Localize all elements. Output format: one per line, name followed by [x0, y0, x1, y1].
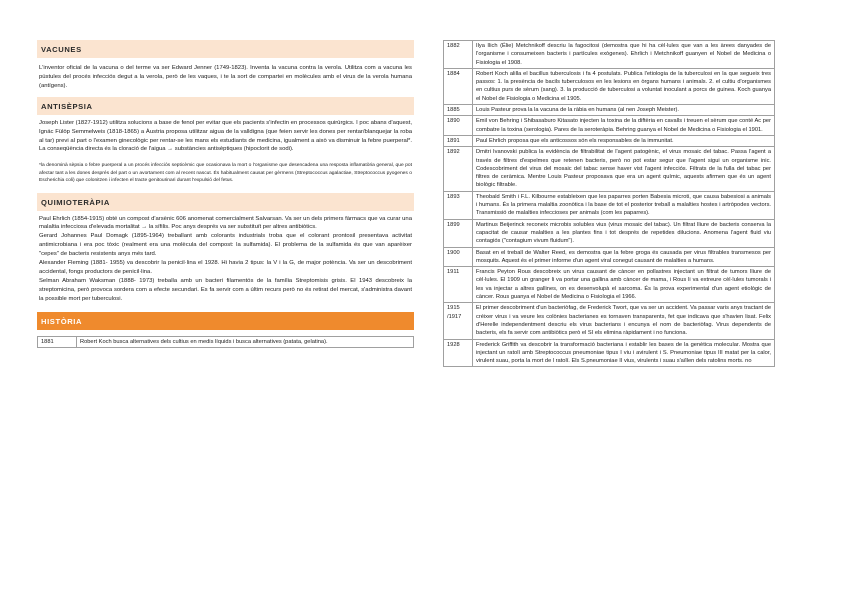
table-row	[38, 336, 414, 347]
event-cell: Francis Peyton Rous descobreix un virus causant de càncer en pollastres injectant un filtrat de tumors lliure de cèl·lules. El 1909 un granger li va portar una gallina amb càncer de mama, i Rous li va extreure cèl·lules tumorals i les va injectar a altres gallines, on es desenvolupà el sarcoma. És la prova experimental d'un agent etiològic de càncer. Rous guanya el Nobel de Medicina o Fisiologia el 1966.	[473, 267, 775, 303]
year-cell: 1891	[444, 135, 473, 146]
year-cell: 1882	[444, 41, 473, 69]
event-cell: Theobald Smith i F.L. Kilbourne estableixen que les paparres porten Babesia microti, que causa babesiosi a animals i humans. És la primera malaltia zoonòtica i la base de tot el posterior treball a malalties hostes i artròpodes vectors. Transmissió de malalties infeccioses per animals (com les paparres).	[473, 191, 775, 219]
table-row	[444, 68, 775, 104]
table-row	[444, 267, 775, 303]
year-cell: 1915 /1917	[444, 303, 473, 339]
section-header-quimioterapia: QUIMIOTERÀPIA	[37, 193, 414, 211]
timeline-table	[443, 40, 775, 367]
table-row	[444, 116, 775, 136]
event-cell: Louis Pasteur prova la la vacuna de la ràbia en humans (al nen Joseph Meister).	[473, 105, 775, 116]
year-cell: 1911	[444, 267, 473, 303]
event-cell: Emil von Behring i Shibasaburo Kitasato injecten la toxina de la diftèria en cavalls i treuen el sèrum que conté Ac per combatre la toxina (serologia). Pares de la seroteràpia. Behring guanya el Nobel de Medicina o Fisiologia el 1901.	[473, 116, 775, 136]
event-cell: Frederick Griffith va descobrir la transformació bacteriana i establir les bases de la genètica molecular. Mostra que injectant un ratolí amb Streptococcus pneumoniae tipus I viu i avirulent i S. Pneumoniae tipus III matat per la calor, virulent suau, porta la mort de l ratolí. Els S.pneumoniae II vius, virulents i suau s'aïllen dels ratolins morts. no	[473, 339, 775, 367]
year-cell: 1893	[444, 191, 473, 219]
table-row	[444, 147, 775, 191]
event-cell: El primer descobriment d'un bacteriòfag, de Frederick Twort, que va ser un accident. Va passar varis anys tractant de créixer virus i va veure les colònies bacterianes es tornaven transparents, fet que indicava que s'havien lisat. Felix d'Herelle independentment descriu els virus bacterians i encunya el nom de bacteriòfag. Virus dependents de bacteris, els fa servir com antibiòtics però el SI els elimina ràpidament i no funciona.	[473, 303, 775, 339]
quimio-paragraph: Paul Ehrlich (1854-1915) obté un compost d'arsènic 606 anomenat comercialment Salvarsan. Va ser un dels primers fàrmacs que va curar una malaltia infecciosa d'elevada mortalitat → la sífilis. Poc anys després va ser substituït per altres antibiòtics.	[39, 215, 412, 231]
table-row	[444, 105, 775, 116]
vacunes-text: L'inventor oficial de la vacuna o del terme va ser Edward Jenner (1749-1823). Inventa la vacuna contra la verola. Utilitza com a vacuna les pústules del procés infecciós degut a la verola, però de les vaques, i te la sort de compartei en molècules amb el virus de la verola humana (antígens).	[39, 65, 412, 89]
year-cell: 1892	[444, 147, 473, 191]
table-row	[444, 135, 775, 146]
right-column	[443, 40, 775, 367]
year-cell: 1928	[444, 339, 473, 367]
year-cell: 1884	[444, 68, 473, 104]
table-row	[444, 247, 775, 267]
antisepsia-text: Joseph Lister (1827-1912) utilitza solucions a base de fenol per evitar que els pacients s'infectin en processos quirúrgics. I poc abans d'aquest, Ignác Fülöp Semmelweis (1818-1865) a Àustria proposa utilitzar aigua de la valldigna (que feien servir les dones per rentar/blanquejar la roba al tar) previ al part o l'examen ginecològic per rentar-se les mans els estudiants de medicina, igualment a això va disminuir la febre puerperal*. La conseqüència directa és la cloració de l'aigua → substàncies antisèptiques (hipoclorit de sodi).	[39, 119, 412, 153]
table-row	[444, 191, 775, 219]
event-cell: Ilya Ilich (Élie) Metchnikoff descriu la fagocitosi (demostra que hi ha cèl·lules que van a les àrees danyades de l'organisme i consumeixen bacteris i partícules exògenes). Ehrlich i Metchnikoff guanyen el Nobel de Medicina o Fisiologia el 1908.	[473, 41, 775, 69]
quimio-paragraph: Selman Abraham Waksman (1888- 1973) treballa amb un bacteri filamentós de la família Streptomisis grisis. El 1943 descobreix la streptomicina, però provoca sordera com a efecte secundari. Es fa servir com a últim recurs però no és retirat del mercat, s'administra davant la possible mort per tuberculosi.	[39, 277, 412, 302]
year-cell: 1885	[444, 105, 473, 116]
table-row	[444, 303, 775, 339]
year-cell: 1899	[444, 219, 473, 247]
event-cell: Robert Koch alilla el bacillus tuberculosis i fa 4 postulats. Publica l'etiologia de la tuberculosi en la que segueix tres passos: 1. la presència de bacils tuberculosos en les lesions en òrgans humans i animals. 2. el cultiu d'organismes en cultius purs de sèrum (sang). 3. la producció de tuberculosi a voluntat inoculant a porcs de guinea. Koch guanya el Nobel de Fisiologia o Medicina el 1905.	[473, 68, 775, 104]
section-header-antisepsia: ANTISÈPSIA	[37, 97, 414, 115]
year-cell: 1900	[444, 247, 473, 267]
section-header-vacunes: VACUNES	[37, 40, 414, 58]
quimio-paragraph: Gerard Johannes Paul Domagk (1895-1964) treballant amb colorants industrials troba que el colorant prontosil presentava activitat antimicrobiana i era poc tòxic (realment era una molècula del compost: la sulfamida). El problema de la sulfamida és que van aparèixer "cepes" de bacteris resistents anys més tard.	[39, 233, 412, 258]
quimio-paragraph: Alexander Fleming (1881- 1955) va descobrir la penicil·lina el 1928. Hi havia 2 tipus: la V i la G, de major potència. Va ser un descobriment accidental, fongs productors de penicil·lina.	[39, 260, 412, 275]
table-row	[444, 219, 775, 247]
historia-table	[37, 336, 414, 348]
year-cell: 1881	[38, 336, 77, 347]
antisepsia-footnote: *la denominà sèpsia o febre puerperal a un procés infecciós septicèmic que ocasionava la mort o l'organisme que desencadena una resposta inflamatòria general, que pot afectar tant a les dones després del part o un avortament com al recent nascut. És habitualment causat per gèrmens (Streptococcus agalactiae, Streptococcus pyogenes o Escherichia coli) que colonitzen i infecten el tracte genitourinari durant l'expulsió del fetus.	[39, 163, 412, 184]
year-cell: 1890	[444, 116, 473, 136]
event-cell: Martinus Beijerinck reconeix microbis solubles vius (virus mosaic del tabac). Un filtrat lliure de bacteris conserva la capacitat de causar malalties a les plantes fins i tot després de repetides dilucions. Anomena l'agent fluid viu contagiós ("contagium vivum fluidum").	[473, 219, 775, 247]
event-cell: Paul Ehrlich proposa que els anticossos són els responsables de la immunitat.	[473, 135, 775, 146]
left-column	[37, 40, 414, 348]
event-cell: Robert Koch busca alternatives dels cultius en medis líquids i busca alternatives (patata, gelatina).	[77, 336, 414, 347]
event-cell: Dmitri Ivanovski publica la evidència de filtrabilitat de l'agent patogènic, el virus mosaic del tabac. Passa l'agent a través de filtres d'espelmes que retenen bacteris, però no pot estar segur que l'agent sigui un organisme inic. Codescobriment del virus del mosaic del tabac sense haver vist l'agent infecciós. Filtrats de la fulla del tabac per filtres de ceràmica. Mentre Louis Pasteur proposava que era un agent químic, aquests afirmen que és un agent biològic filtrable.	[473, 147, 775, 191]
event-cell: Basat en el treball de Walter Reed, es demostra que la febre groga és causada per virus filtrables transmesos per mosquits. Aquest és el primer informe d'un agent viral conegut causant de malalties a humans.	[473, 247, 775, 267]
table-row	[444, 339, 775, 367]
table-row	[444, 41, 775, 69]
section-header-historia: HISTÒRIA	[37, 312, 414, 330]
